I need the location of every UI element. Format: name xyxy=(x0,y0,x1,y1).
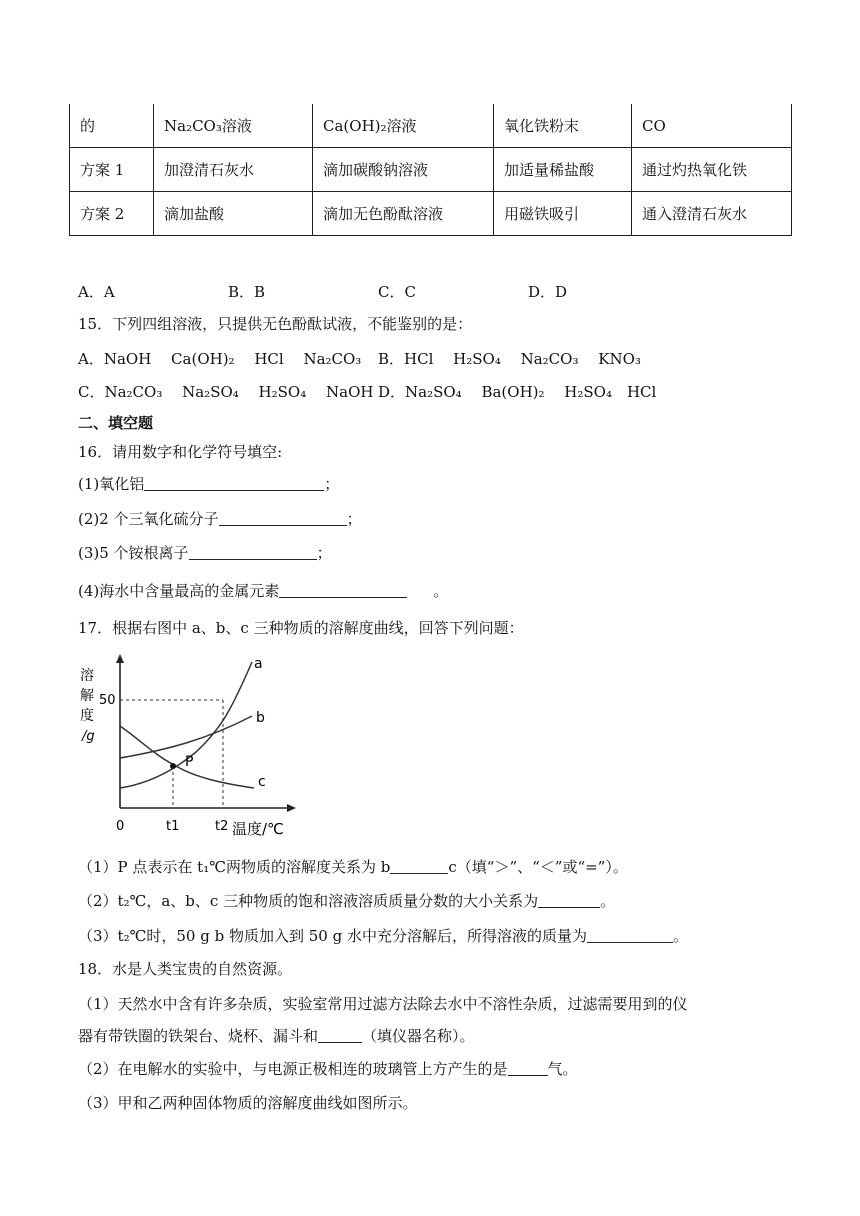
answer-blank[interactable] xyxy=(279,581,407,598)
q16-item-label: (1)氧化铝 xyxy=(78,475,145,493)
q16-item-end: ； xyxy=(324,475,340,493)
q18-part-1-line2 xyxy=(78,1025,475,1046)
q18-part-1-text: 器有带铁圈的铁架台、烧杯、漏斗和 xyxy=(78,1027,319,1045)
table-row xyxy=(70,192,792,236)
table-cell: 加澄清石灰水 xyxy=(154,148,313,192)
q15-option-b: B．HCl H₂SO₄ Na₂CO₃ KNO₃ xyxy=(378,350,641,368)
table-cell: 方案 1 xyxy=(70,148,154,192)
answer-blank[interactable] xyxy=(318,1026,362,1043)
tick-50: 50 xyxy=(99,693,116,708)
q17-part-1-text: （1）P 点表示在 t₁℃两物质的溶解度关系为 b xyxy=(78,858,391,876)
q17-part-3 xyxy=(78,925,688,946)
table-cell: Ca(OH)₂溶液 xyxy=(313,104,494,148)
y-axis-arrow-icon xyxy=(116,654,124,663)
q17-part-3-text: （3）t₂℃时，50 g b 物质加入到 50 g 水中充分溶解后，所得溶液的质量为 xyxy=(78,927,587,945)
y-label-3: 度 xyxy=(80,708,94,724)
table-cell: 通入澄清石灰水 xyxy=(632,192,792,236)
answer-blank[interactable] xyxy=(144,474,324,491)
q17-stem: 17．根据右图中 a、b、c 三种物质的溶解度曲线，回答下列问题： xyxy=(78,619,524,637)
answer-blank[interactable] xyxy=(219,509,347,526)
y-label-2: 解 xyxy=(80,688,94,704)
table-cell: 氧化铁粉末 xyxy=(494,104,632,148)
q16-item-2 xyxy=(78,508,362,529)
point-p xyxy=(170,763,176,769)
q17-part-2-tail: 。 xyxy=(600,892,616,910)
q18-part-2-tail: 气。 xyxy=(547,1060,578,1078)
tick-t2: t2 xyxy=(215,819,229,834)
q15-option-a: A．NaOH Ca(OH)₂ HCl Na₂CO₃ xyxy=(78,350,362,368)
tick-t1: t1 xyxy=(166,819,180,834)
q18-stem: 18．水是人类宝贵的自然资源。 xyxy=(78,960,293,978)
q16-item-end: ； xyxy=(346,510,362,528)
q16-stem: 16．请用数字和化学符号填空: xyxy=(78,443,283,461)
q14-option-c: C．C xyxy=(378,283,416,301)
solubility-curve-graph xyxy=(76,652,316,842)
q16-item-label: (4)海水中含量最高的金属元素 xyxy=(78,582,280,600)
q14-option-a: A．A xyxy=(78,283,115,301)
q18-part-3: （3）甲和乙两种固体物质的溶解度曲线如图所示。 xyxy=(78,1094,418,1112)
table-cell: CO xyxy=(632,104,792,148)
section-heading: 二、填空题 xyxy=(78,414,154,432)
table-cell: 滴加无色酚酞溶液 xyxy=(313,192,494,236)
answer-blank[interactable] xyxy=(587,926,673,943)
answer-blank[interactable] xyxy=(189,543,317,560)
q16-item-end: ； xyxy=(316,544,332,562)
x-axis-arrow-icon xyxy=(287,804,296,812)
curve-a-label: a xyxy=(254,656,263,672)
q14-option-b: B．B xyxy=(228,283,266,301)
curve-c-label: c xyxy=(258,774,266,790)
q17-part-2-text: （2）t₂℃，a、b、c 三种物质的饱和溶液溶质质量分数的大小关系为 xyxy=(78,892,539,910)
curve-b xyxy=(120,716,252,758)
q15-option-d: D．Na₂SO₄ Ba(OH)₂ H₂SO₄ HCl xyxy=(378,383,657,401)
answer-blank[interactable] xyxy=(390,857,448,874)
comparison-table xyxy=(69,104,792,236)
answer-blank[interactable] xyxy=(538,891,600,908)
table-cell: 用磁铁吸引 xyxy=(494,192,632,236)
q16-item-3 xyxy=(78,542,332,563)
q17-part-2 xyxy=(78,890,615,911)
y-label-unit: /g xyxy=(82,729,95,744)
q17-part-1-tail: c（填“＞”、“＜”或“=”）。 xyxy=(448,858,628,876)
table-cell: 方案 2 xyxy=(70,192,154,236)
table-row xyxy=(70,148,792,192)
table-cell: 的 xyxy=(70,104,154,148)
table-cell: Na₂CO₃溶液 xyxy=(154,104,313,148)
q18-part-1-line1: （1）天然水中含有许多杂质，实验室常用过滤方法除去水中不溶性杂质，过滤需要用到的仪 xyxy=(78,995,688,1013)
q18-part-2 xyxy=(78,1058,578,1079)
q16-item-label: (2)2 个三氧化硫分子 xyxy=(78,510,219,528)
point-p-label: P xyxy=(185,754,194,770)
q18-part-1-tail: （填仪器名称）。 xyxy=(362,1027,475,1045)
x-axis-label: 温度/℃ xyxy=(232,820,284,838)
q16-item-4 xyxy=(78,580,448,601)
q16-item-label: (3)5 个铵根离子 xyxy=(78,544,189,562)
q17-part-3-tail: 。 xyxy=(672,927,688,945)
q16-item-1 xyxy=(78,473,339,494)
table-cell: 滴加碳酸钠溶液 xyxy=(313,148,494,192)
q15-stem: 15．下列四组溶液，只提供无色酚酞试液，不能鉴别的是： xyxy=(78,315,473,333)
answer-blank[interactable] xyxy=(508,1059,548,1076)
q15-option-c: C．Na₂CO₃ Na₂SO₄ H₂SO₄ NaOH xyxy=(78,383,374,401)
table-row xyxy=(70,104,792,148)
y-label-1: 溶 xyxy=(80,668,94,684)
table-cell: 通过灼热氧化铁 xyxy=(632,148,792,192)
curve-b-label: b xyxy=(256,710,265,726)
q17-part-1 xyxy=(78,856,628,877)
origin-label: 0 xyxy=(116,819,125,834)
table-cell: 滴加盐酸 xyxy=(154,192,313,236)
q16-item-end: 。 xyxy=(433,582,449,600)
q18-part-2-text: （2）在电解水的实验中，与电源正极相连的玻璃管上方产生的是 xyxy=(78,1060,508,1078)
q14-option-d: D．D xyxy=(528,283,568,301)
table-cell: 加适量稀盐酸 xyxy=(494,148,632,192)
